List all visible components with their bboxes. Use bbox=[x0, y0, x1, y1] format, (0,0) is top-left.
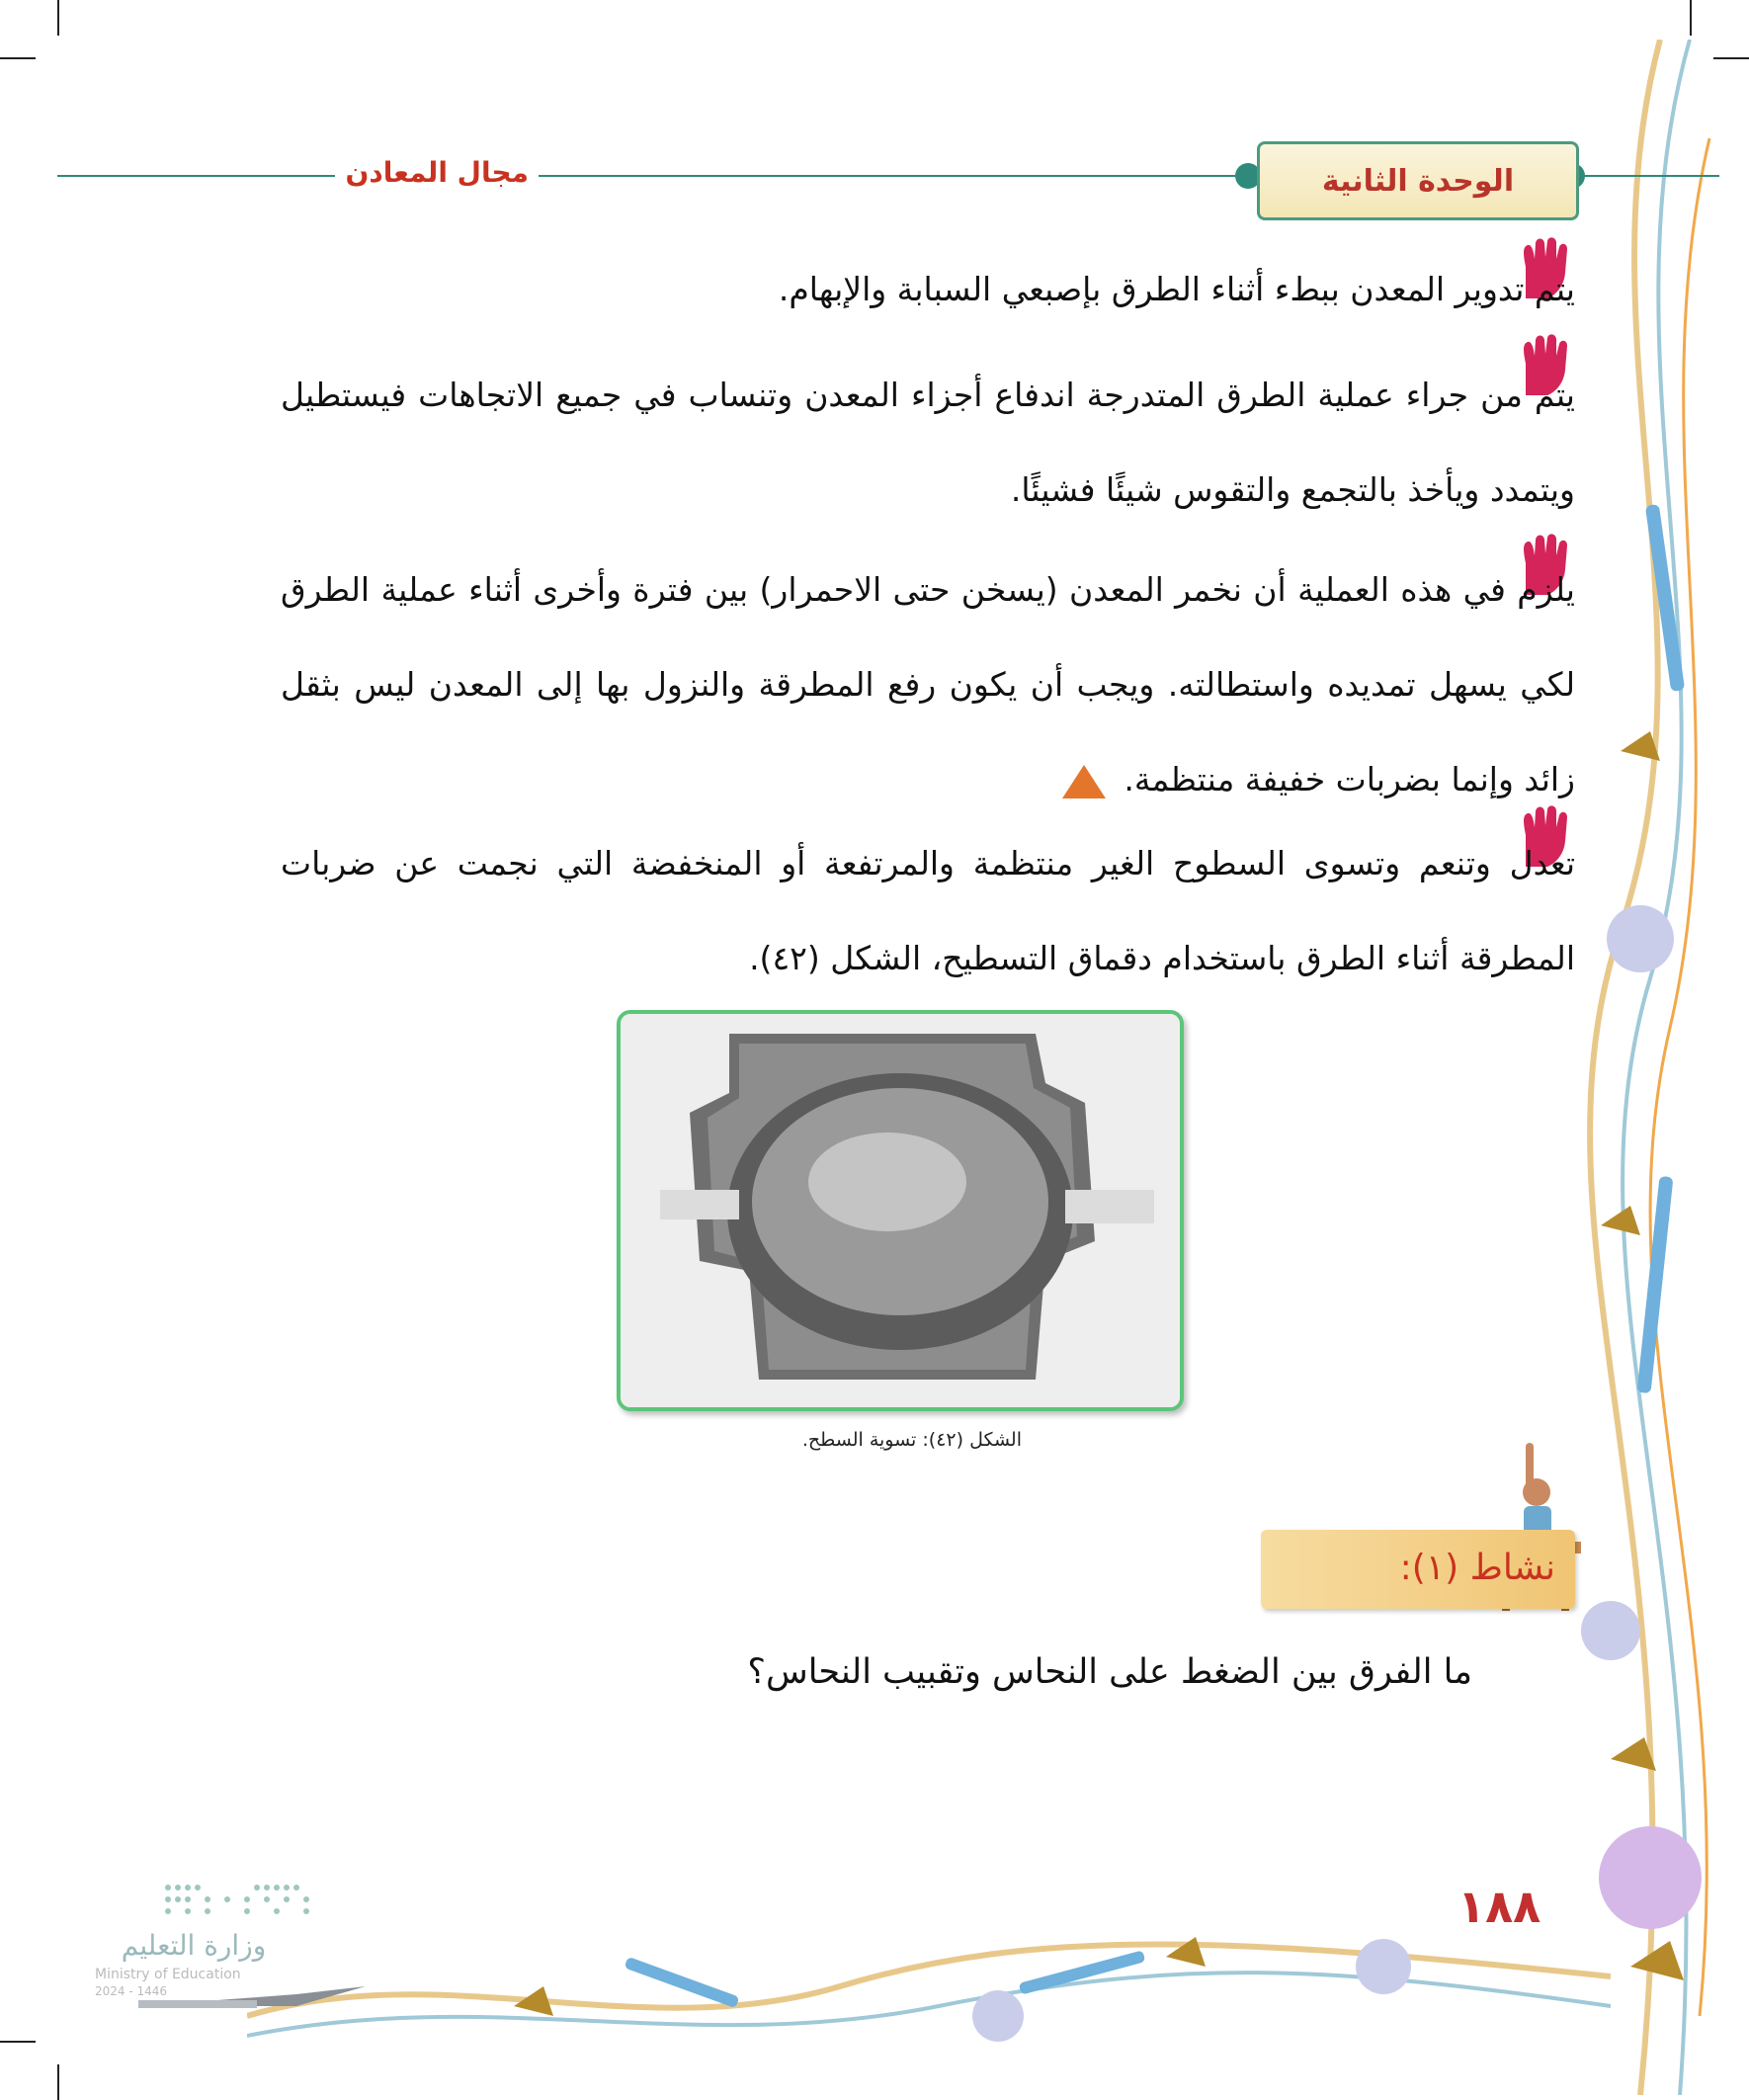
bullet-text-3 bbox=[281, 543, 1575, 827]
crop-mark bbox=[1690, 0, 1692, 36]
figure-photo bbox=[617, 1010, 1184, 1411]
bullet-text-2: يتم من جراء عملية الطرق المتدرجة اندفاع أجزاء المعدن وتنساب في جميع الاتجاهات فيستطيل ويتمدد ويأخذ بالتجمع والتقوس شيئًا فشيئًا. bbox=[281, 376, 1575, 509]
bullet-text-3-body: يلزم في هذه العملية أن نخمر المعدن (يسخن حتى الاحمرار) بين فترة وأخرى أثناء عملية الطرق لكي يسهل تمديده واستطالته. ويجب أن يكون رفع المطرقة والنزول بها إلى المعدن ليس بثقل زائد وإنما بضربات خفيفة منتظمة. bbox=[281, 570, 1575, 798]
activity-label: نشاط (١): bbox=[1399, 1548, 1555, 1588]
header-rule-middle bbox=[538, 175, 1249, 177]
crop-mark bbox=[0, 2041, 36, 2043]
ministry-year: 2024 - 1446 bbox=[95, 1984, 168, 1998]
crop-mark bbox=[57, 0, 59, 36]
metal-bowl-illustration-icon bbox=[621, 1014, 1180, 1407]
figure-caption: الشكل (٤٢): تسوية السطح. bbox=[801, 1429, 1022, 1451]
crop-mark bbox=[0, 57, 36, 59]
header-field-label: مجال المعادن bbox=[335, 156, 539, 189]
activity-question: ما الفرق بين الضغط على النحاس وتقبيب النحاس؟ bbox=[747, 1652, 1472, 1692]
bullet-text-1: يتم تدوير المعدن ببطء أثناء الطرق بإصبعي السبابة والإبهام. bbox=[778, 270, 1575, 308]
ministry-logo-icon bbox=[148, 1878, 326, 1927]
ministry-name-ar: وزارة التعليم bbox=[121, 1929, 267, 1962]
warning-triangle-icon bbox=[1062, 765, 1106, 798]
page-number: ١٨٨ bbox=[1458, 1880, 1541, 1933]
ministry-name-en: Ministry of Education bbox=[95, 1967, 241, 1982]
header-rule-right bbox=[1571, 175, 1719, 177]
header-unit-label: الوحدة الثانية bbox=[1321, 163, 1515, 199]
header-unit-badge bbox=[1257, 141, 1579, 220]
crop-mark bbox=[57, 2064, 59, 2100]
bullet-text-4: تعدل وتنعم وتسوى السطوح الغير منتظمة والمرتفعة أو المنخفضة التي نجمت عن ضربات المطرقة أثناء الطرق باستخدام دقماق التسطيح، الشكل (٤٢). bbox=[281, 844, 1575, 977]
decorative-bottom-border-icon bbox=[247, 1897, 1611, 2056]
